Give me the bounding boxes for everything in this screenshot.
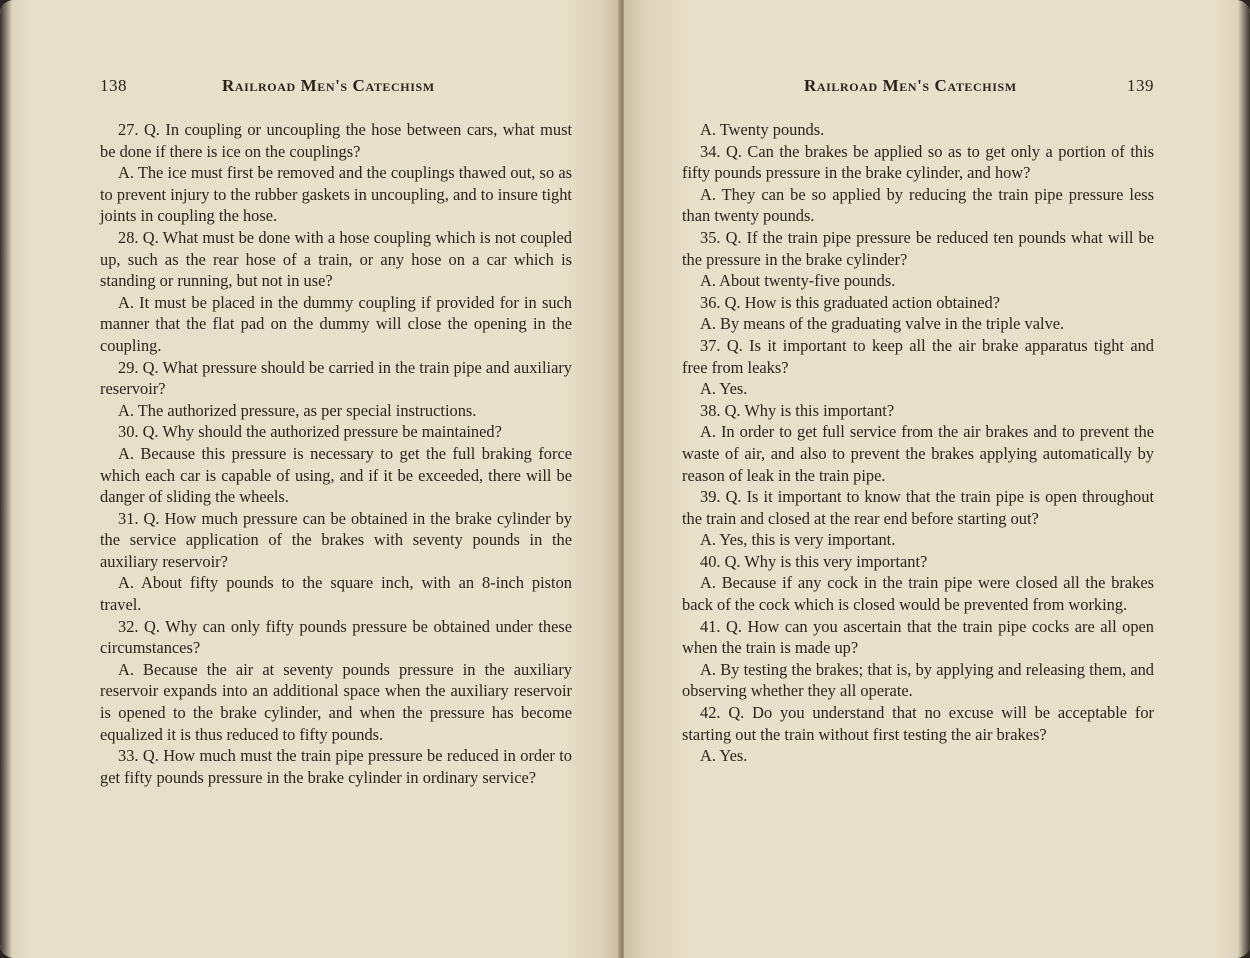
paragraph: A. By testing the brakes; that is, by applying and releasing them, and observing whether they all operate. — [682, 659, 1154, 701]
paragraph: 42. Q. Do you understand that no excuse will be acceptable for starting out the train without first testing the air brakes? — [682, 703, 1154, 744]
paragraph: 32. Q. Why can only fifty pounds pressure be obtained under these circumstances? — [100, 616, 572, 658]
paragraph: A. Twenty pounds. — [700, 120, 825, 139]
paragraph: A. They can be so applied by reducing the train pipe pressure less than twenty pounds. — [682, 184, 1154, 226]
paragraph: 27. Q. In coupling or uncoupling the hose between cars, what must be done if there is ice on the couplings? — [100, 120, 572, 161]
paragraph: 33. Q. How much must the train pipe pressure be reduced in order to get fifty pounds pressure in the brake cylinder in ordinary service? — [100, 746, 572, 787]
paragraph: A. The authorized pressure, as per special instructions. — [118, 400, 477, 420]
paragraph: A. By means of the graduating valve in the triple valve. — [700, 314, 1065, 334]
paragraph: 41. Q. How can you ascertain that the train pipe cocks are all open when the train is made up? — [682, 616, 1154, 658]
right-running-title: Railroad Men's Catechism — [804, 76, 1017, 95]
paragraph: 35. Q. If the train pipe pressure be reduced ten pounds what will be the pressure in the brake cylinder? — [682, 227, 1154, 269]
paragraph: A. It must be placed in the dummy coupling if provided for in such manner that the flat pad on the dummy will close the opening in the coupling. — [100, 292, 572, 355]
left-edge-shadow — [0, 0, 12, 958]
paragraph: A. The ice must first be removed and the couplings thawed out, so as to prevent injury to the rubber gaskets in uncoupling, and to insure tight joints in coupling the hose. — [100, 163, 572, 226]
paragraph: A. In order to get full service from the air brakes and to prevent the waste of air, and also to prevent the brakes applying automatically by reason of leak in the train pipe. — [682, 422, 1154, 485]
right-page-number: 139 — [1127, 76, 1154, 95]
paragraph: 34. Q. Can the brakes be applied so as to get only a portion of this fifty pounds pressure in the brake cylinder, and how? — [682, 141, 1154, 183]
right-page-text — [682, 119, 1154, 767]
paragraph: 38. Q. Why is this important? — [700, 400, 895, 420]
left-page-text — [100, 119, 572, 788]
paragraph: A. About twenty-five pounds. — [700, 271, 896, 291]
paragraph: A. Yes. — [700, 379, 748, 399]
paragraph: A. Yes. — [700, 746, 748, 766]
paragraph: 31. Q. How much pressure can be obtained in the brake cylinder by the service application of the brakes with seventy pounds in the auxiliary reservoir? — [100, 508, 572, 571]
paragraph: A. Because the air at seventy pounds pressure in the auxiliary reservoir expands into an additional space when the auxiliary reservoir is opened to the brake cylinder, and when the pressure has become equalized it is thus reduced to fifty pounds. — [100, 659, 572, 744]
paragraph: 40. Q. Why is this very important? — [700, 551, 928, 571]
right-page — [624, 0, 1250, 958]
paragraph: A. Because this pressure is necessary to get the full braking force which each car is capable of using, and if it be exceeded, there will be danger of sliding the wheels. — [100, 443, 572, 507]
paragraph: A. Yes, this is very important. — [700, 530, 896, 550]
left-running-title: Railroad Men's Catechism — [222, 76, 435, 95]
paragraph: A. About fifty pounds to the square inch, with an 8-inch piston travel. — [100, 573, 572, 615]
left-page-number: 138 — [100, 76, 127, 95]
left-page — [0, 0, 620, 958]
right-page-header — [682, 76, 1154, 100]
paragraph: 29. Q. What pressure should be carried in the train pipe and auxiliary reservoir? — [100, 357, 572, 399]
paragraph: 30. Q. Why should the authorized pressure be maintained? — [118, 422, 502, 442]
paragraph: 37. Q. Is it important to keep all the air brake apparatus tight and free from leaks? — [682, 335, 1154, 377]
paragraph: A. Because if any cock in the train pipe were closed all the brakes back of the cock which is closed would be prevented from working. — [682, 573, 1154, 615]
left-page-header — [100, 76, 572, 100]
right-edge-shadow — [1238, 0, 1250, 958]
paragraph: 28. Q. What must be done with a hose coupling which is not coupled up, such as the rear hose of a train, or any hose on a car which is standing or running, but not in use? — [100, 227, 572, 291]
paragraph: 39. Q. Is it important to know that the train pipe is open throughout the train and closed at the rear end before starting out? — [682, 487, 1154, 528]
paragraph: 36. Q. How is this graduated action obtained? — [700, 292, 1000, 312]
